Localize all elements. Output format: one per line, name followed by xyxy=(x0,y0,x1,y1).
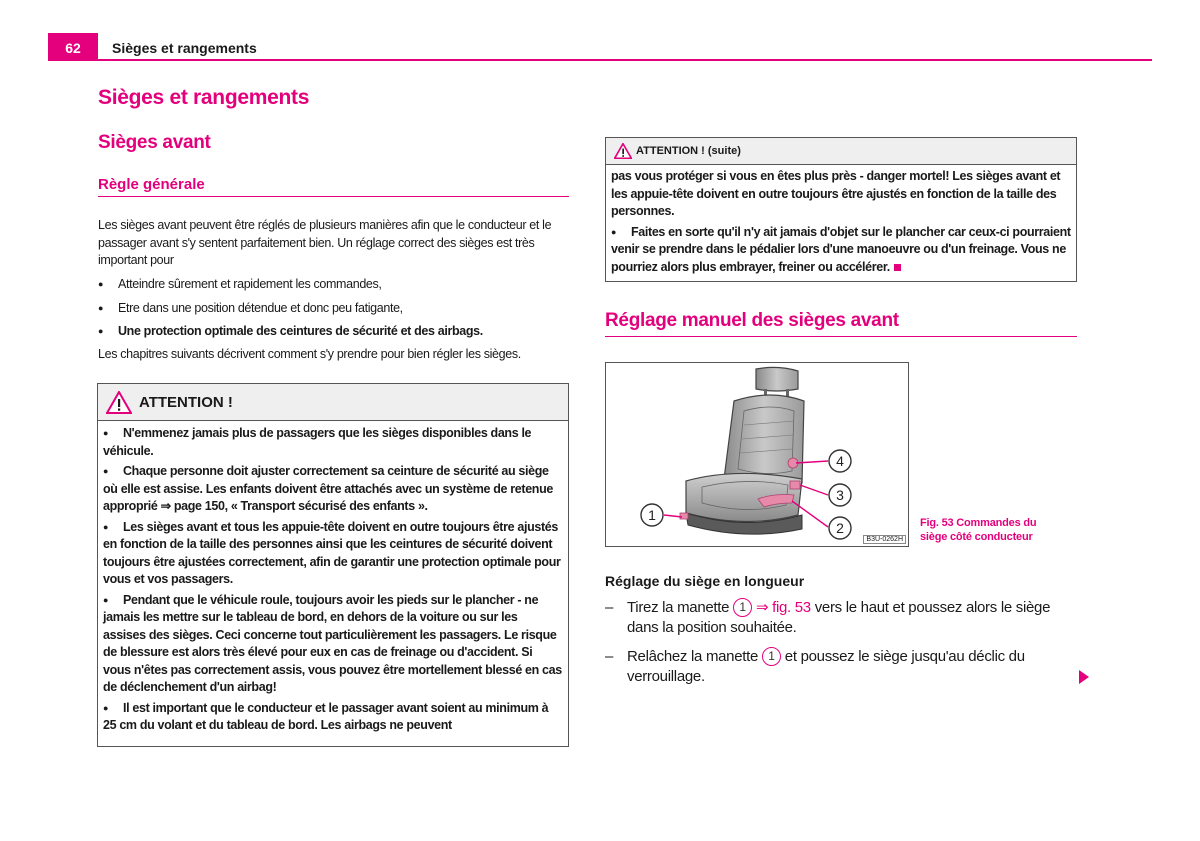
warning-item: ● Il est important que le conducteur et le passager avant soient au minimum à 25 cm du volant et du tableau de bord. Les airbags ne peuvent xyxy=(103,700,549,732)
next-page-arrow-icon[interactable] xyxy=(1079,670,1089,684)
page-number: 62 xyxy=(48,33,98,61)
warning-continued-title: ATTENTION ! (suite) xyxy=(636,145,741,157)
warning-triangle-icon xyxy=(614,143,632,159)
chapter-title: Sièges et rangements xyxy=(98,86,310,109)
callout-ref-1: 1 xyxy=(733,598,752,617)
backrest xyxy=(724,395,804,486)
bullet-list xyxy=(98,276,570,347)
headrest xyxy=(756,367,798,391)
warning-triangle-icon xyxy=(106,391,132,414)
section2-title: Réglage manuel des sièges avant xyxy=(605,310,1077,337)
seat-illustration xyxy=(606,363,908,546)
instruction-step: – Relâchez la manette 1 et poussez le siège jusqu'au déclic du verrouillage. xyxy=(605,648,1025,685)
bullet-item: ● Une protection optimale des ceintures de sécurité et des airbags. xyxy=(98,323,570,341)
callout-ref-1: 1 xyxy=(762,647,781,666)
bullet-item: ● Atteindre sûrement et rapidement les commandes, xyxy=(98,276,570,294)
svg-text:2: 2 xyxy=(836,520,844,536)
step-dash: – xyxy=(605,599,614,616)
svg-text:4: 4 xyxy=(836,453,844,469)
warning-item: ● Chaque personne doit ajuster correctement sa ceinture de sécurité au siège où elle est assise. Les enfants doivent être attachés avec un système de retenue approprié ⇒ page 150, « Transport sécurisé des enfants ». xyxy=(103,464,553,513)
warning-title: ATTENTION ! xyxy=(139,394,233,411)
subsection-title: Règle générale xyxy=(98,176,569,197)
warning-item: ● Faites en sorte qu'il n'y ait jamais d'objet sur le plancher car ceux-ci pourraient venir se prendre dans le pédalier lors d'une manoeuvre ou d'un freinage. Vous ne pourriez alors plus embrayer, freiner ou accélérer. xyxy=(611,224,1071,274)
intro-paragraph: Les sièges avant peuvent être réglés de plusieurs manières afin que le conducteur et le passager avant s'y sentent parfaitement bien. Un réglage correct des sièges est très important pour xyxy=(98,218,552,267)
figure-code: B3U-0262H xyxy=(863,535,906,544)
subsection-title-longueur: Réglage du siège en longueur xyxy=(605,573,805,589)
warning-item: ● Les sièges avant et tous les appuie-tête doivent en outre toujours être ajustés en fonction de la taille des personnes ainsi que les ceintures de sécurité doivent toujours être ajustées correctement, afin de garantir une protection optimale pour vous et vos passagers. xyxy=(103,519,561,586)
header-rule xyxy=(48,59,1152,61)
outro-paragraph: Les chapitres suivants décrivent comment s'y prendre pour bien régler les sièges. xyxy=(98,347,521,361)
callout-1 xyxy=(641,504,663,526)
warning-item: ● N'emmenez jamais plus de passagers que les sièges disponibles dans le véhicule. xyxy=(103,426,532,458)
callout-3 xyxy=(829,484,851,506)
figure-link[interactable]: ⇒ fig. 53 xyxy=(755,599,811,616)
warning-continued-box xyxy=(605,137,1077,282)
warning-header xyxy=(98,384,568,421)
instruction-step: – Tirez la manette 1 ⇒ fig. 53 vers le haut et poussez alors le siège dans la position souhaitée. xyxy=(605,599,1051,636)
step-dash: – xyxy=(605,648,614,665)
section-title: Sièges avant xyxy=(98,132,211,153)
callout-4 xyxy=(829,450,851,472)
seat-figure xyxy=(605,362,909,547)
lever-1 xyxy=(680,513,688,519)
warning-continued-paragraph: pas vous protéger si vous en êtes plus près - danger mortel! Les sièges avant et les appuie-tête doivent en outre toujours être ajustés en fonction de la taille des personnes. xyxy=(611,169,1061,218)
figure-caption: Fig. 53 Commandes du siège côté conducteur xyxy=(920,517,1037,543)
svg-text:1: 1 xyxy=(648,507,656,523)
warning-continued-header xyxy=(606,138,1076,165)
end-square-icon xyxy=(894,264,901,271)
warning-continued-body xyxy=(606,165,1076,276)
warning-box xyxy=(97,383,569,747)
lever-3 xyxy=(790,481,800,489)
warning-list xyxy=(98,421,568,735)
running-title: Sièges et rangements xyxy=(112,40,257,56)
bullet-item: ● Etre dans une position détendue et donc peu fatigante, xyxy=(98,300,570,318)
callout-2 xyxy=(829,517,851,539)
warning-item: ● Pendant que le véhicule roule, toujours avoir les pieds sur le plancher - ne jamais les mettre sur le tableau de bord, en dehors de la voiture ou sur les assises des sièges. Ceci concerne tout particulièrement les passagers. Le risque de blessure est alors très élevé pour eux en cas de freinage ou d'accident. Si vous n'êtes pas correctement assis, vous pouvez être mortellement blessé en cas de déclenchement d'un airbag! xyxy=(103,592,562,694)
svg-text:3: 3 xyxy=(836,487,844,503)
